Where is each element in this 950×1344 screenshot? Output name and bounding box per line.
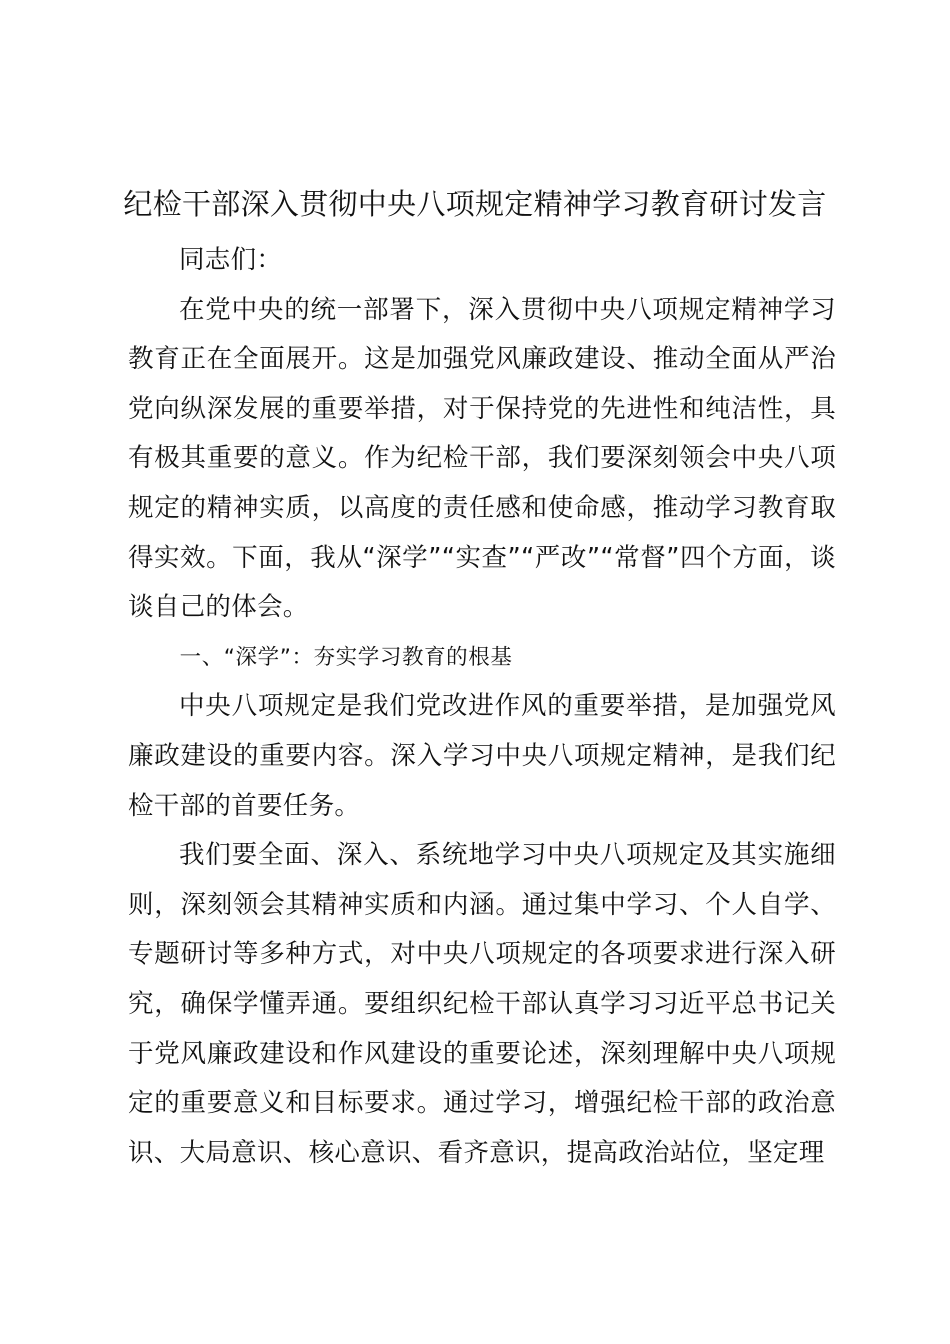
paragraph-intro: 在党中央的统一部署下，深入贯彻中央八项规定精神学习教育正在全面展开。这是加强党风廉政建设、推动全面从严治党向纵深发展的重要举措，对于保持党的先进性和纯洁性，具有极其重要的意义。作为纪检干部，我们要深刻领会中央八项规定的精神实质，以高度的责任感和使命感，推动学习教育取得实效。下面，我从“深学”“实查”“严改”“常督”四个方面，谈谈自己的体会。 <box>128 294 836 623</box>
document-title: 纪检干部深入贯彻中央八项规定精神学习教育研讨发言 <box>123 187 827 221</box>
section-heading: 一、“深学”：夯实学习教育的根基 <box>179 644 513 670</box>
document-body <box>128 236 836 1178</box>
paragraph: 中央八项规定是我们党改进作风的重要举措，是加强党风廉政建设的重要内容。深入学习中央八项规定精神，是我们纪检干部的首要任务。 <box>128 691 836 821</box>
salutation: 同志们： <box>179 245 283 275</box>
paragraph: 我们要全面、深入、系统地学习中央八项规定及其实施细则，深刻领会其精神实质和内涵。通过集中学习、个人自学、专题研讨等多种方式，对中央八项规定的各项要求进行深入研究，确保学懂弄通。要组织纪检干部认真学习习近平总书记关于党风廉政建设和作风建设的重要论述，深刻理解中央八项规定的重要意义和目标要求。通过学习，增强纪检干部的政治意识、大局意识、核心意识、看齐意识，提高政治站位，坚定理 <box>128 840 836 1168</box>
